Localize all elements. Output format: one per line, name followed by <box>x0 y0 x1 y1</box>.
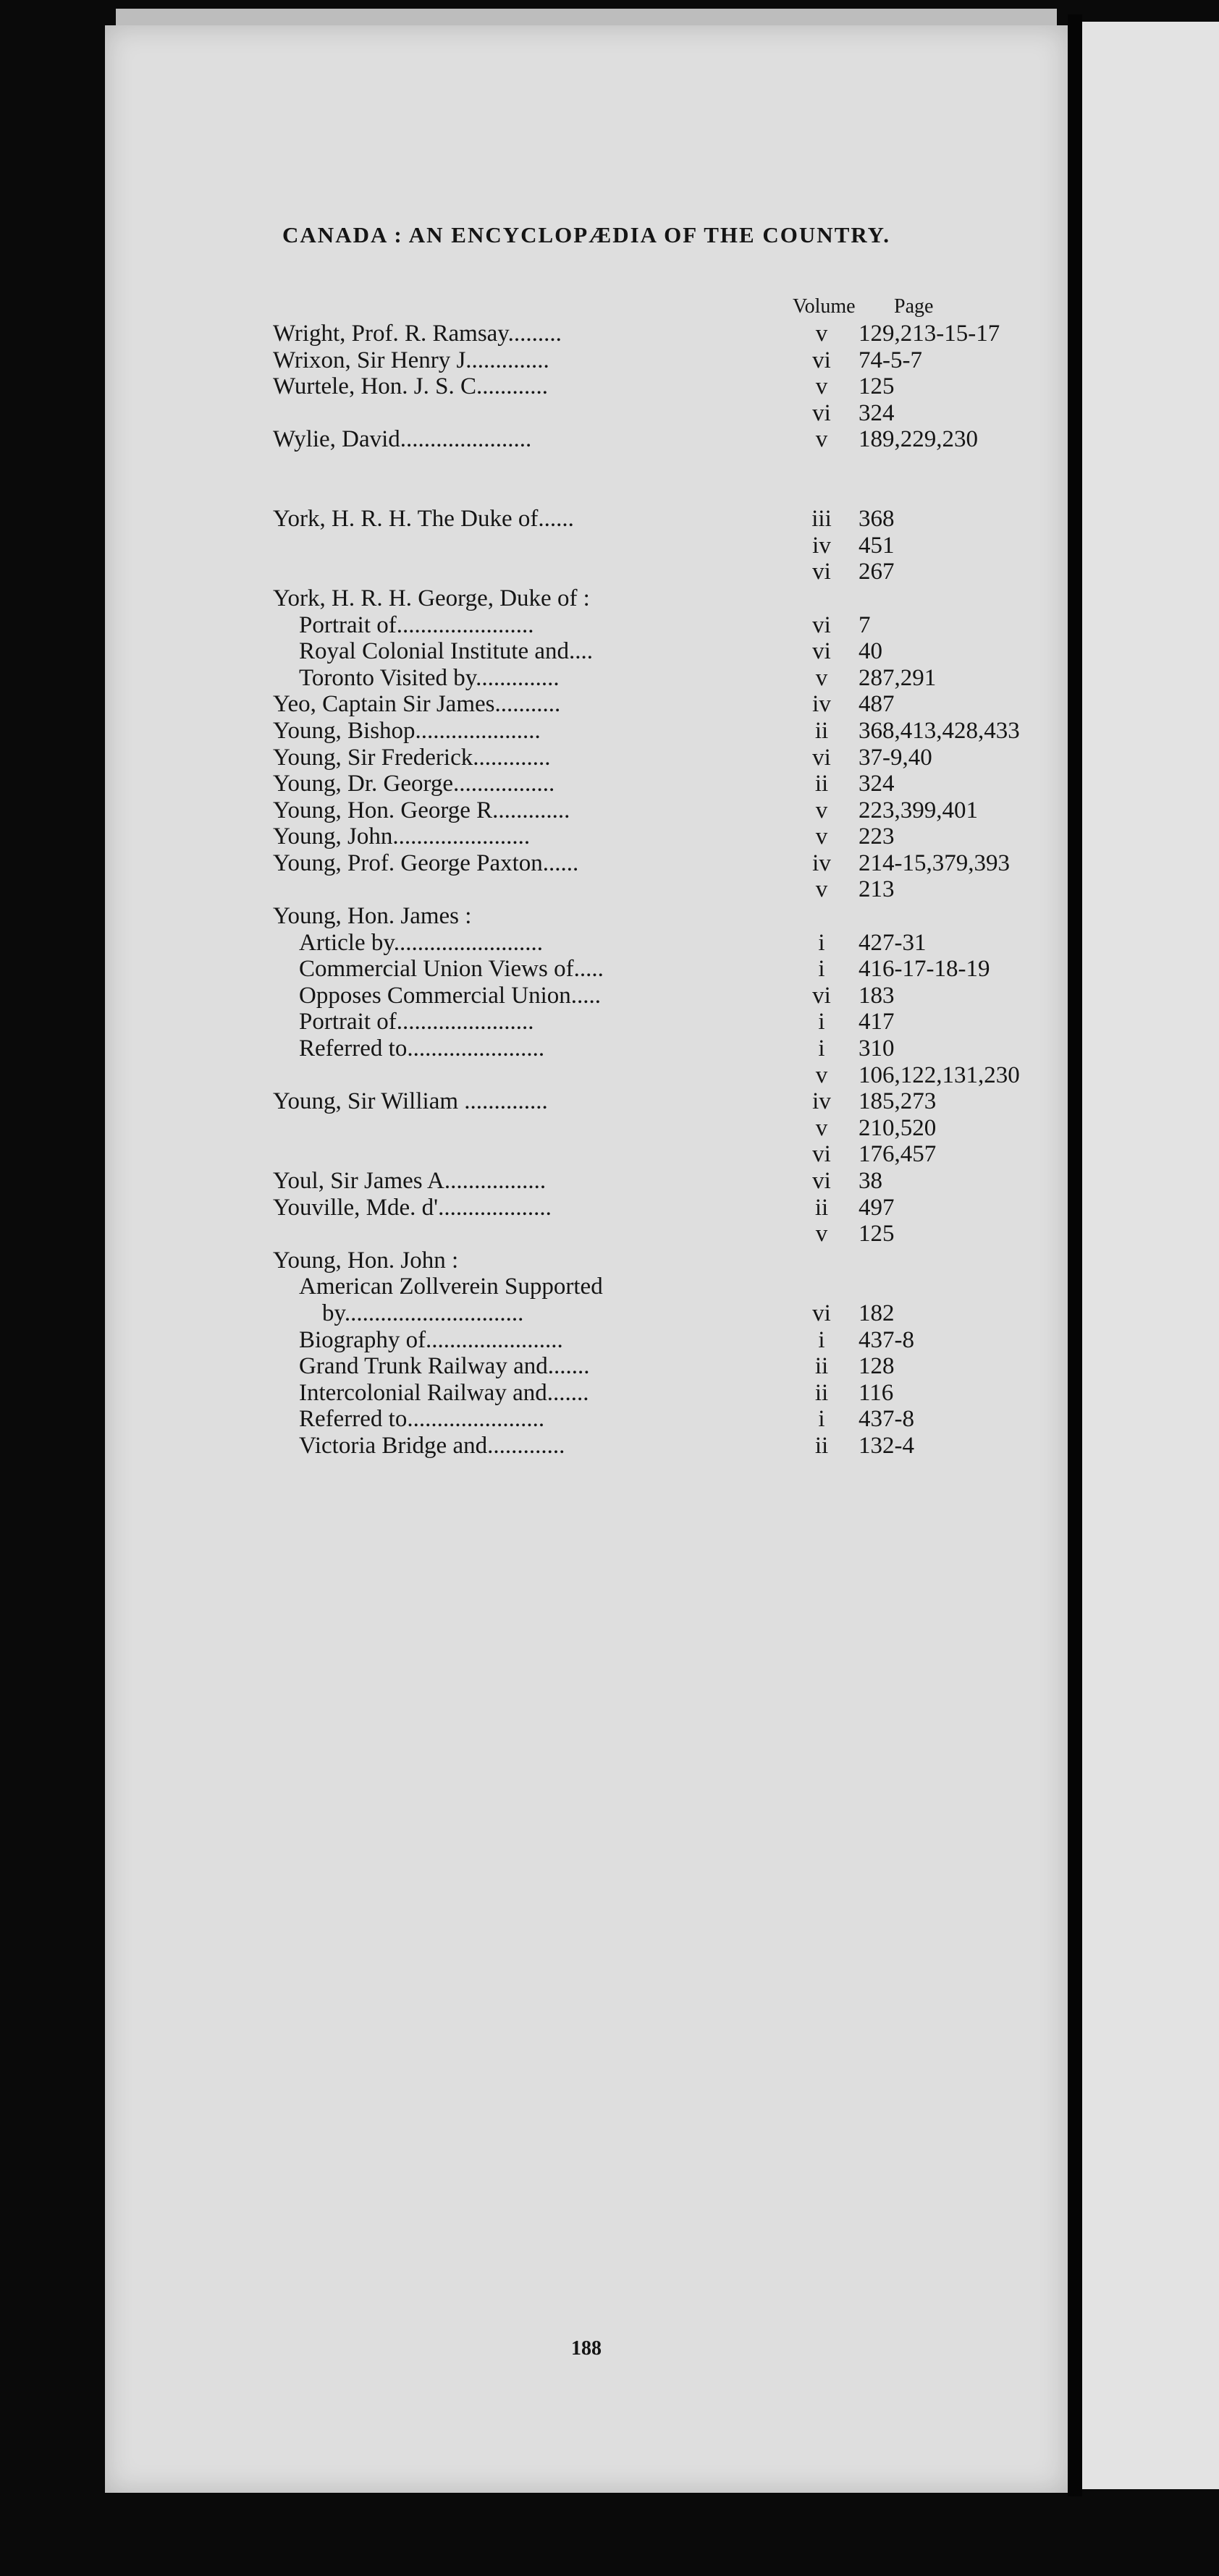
entry-volume: v <box>815 1221 828 1247</box>
index-entry <box>105 797 1068 824</box>
index-entry <box>105 480 1068 507</box>
entry-pages: 223 <box>859 823 895 850</box>
entry-name: Young, Sir Frederick............. <box>273 744 551 771</box>
entry-volume: v <box>815 876 828 903</box>
index-entry <box>105 771 1068 797</box>
entry-name: Yeo, Captain Sir James........... <box>273 691 561 718</box>
index-entry <box>105 1009 1068 1035</box>
index-entry <box>105 1247 1068 1274</box>
entry-name: Youville, Mde. d'................... <box>273 1194 552 1221</box>
entry-volume: i <box>818 1326 825 1353</box>
entry-pages: 116 <box>859 1379 894 1406</box>
entry-volume: iv <box>812 691 831 718</box>
entry-volume: ii <box>814 717 829 744</box>
entry-name: Referred to....................... <box>299 1035 545 1062</box>
entry-name: York, H. R. H. George, Duke of : <box>273 585 590 611</box>
entry-pages: 368,413,428,433 <box>859 717 1020 744</box>
entry-volume: ii <box>814 771 829 797</box>
entry-pages: 417 <box>859 1009 895 1035</box>
entry-name: Commercial Union Views of..... <box>299 956 604 983</box>
entry-pages: 324 <box>859 399 895 426</box>
entry-volume: v <box>815 426 828 453</box>
index-entry <box>105 1168 1068 1195</box>
index-entry <box>105 850 1068 877</box>
entry-volume: ii <box>814 1353 829 1380</box>
index-entry <box>105 1035 1068 1062</box>
index-entry <box>105 691 1068 718</box>
entry-name: Portrait of....................... <box>299 611 534 638</box>
index-entry <box>105 400 1068 427</box>
page-gutter <box>1068 14 1082 2496</box>
entry-name: Biography of....................... <box>299 1326 563 1353</box>
entry-pages: 451 <box>859 532 895 559</box>
index-entry <box>105 1353 1068 1380</box>
entry-volume: vi <box>812 1141 831 1168</box>
document-page <box>105 25 1068 2493</box>
volume-column-header: Volume <box>793 295 856 318</box>
entry-volume: v <box>815 321 828 347</box>
entry-pages: 182 <box>859 1300 895 1326</box>
entry-name: by.............................. <box>322 1300 524 1326</box>
index-entry <box>105 321 1068 347</box>
entry-pages: 38 <box>859 1168 882 1194</box>
entry-volume: ii <box>814 1379 829 1406</box>
entry-name: Wrixon, Sir Henry J.............. <box>273 347 549 373</box>
entry-volume: vi <box>812 399 831 426</box>
entry-name: Opposes Commercial Union..... <box>299 982 602 1009</box>
entry-name: Young, Hon. John : <box>273 1247 459 1274</box>
entry-pages: 106,122,131,230 <box>859 1062 1020 1088</box>
entry-pages: 287,291 <box>859 664 937 691</box>
entry-volume: ii <box>814 1432 829 1459</box>
entry-volume: v <box>815 373 828 400</box>
entry-pages: 176,457 <box>859 1141 937 1168</box>
entry-name: Intercolonial Railway and....... <box>299 1379 589 1406</box>
index-entry <box>105 638 1068 665</box>
index-entry <box>105 983 1068 1009</box>
page-column-header: Page <box>894 295 934 318</box>
entry-name: Young, Prof. George Paxton...... <box>273 850 579 876</box>
entry-pages: 487 <box>859 691 895 718</box>
entry-name: Wurtele, Hon. J. S. C............ <box>273 373 548 400</box>
index-entry <box>105 1141 1068 1168</box>
entry-pages: 310 <box>859 1035 895 1062</box>
entry-pages: 416-17-18-19 <box>859 956 990 983</box>
entry-volume: iii <box>811 506 832 533</box>
entry-name: Victoria Bridge and............. <box>299 1432 565 1459</box>
entry-pages: 125 <box>859 1221 895 1247</box>
entry-volume: vi <box>812 744 831 771</box>
index-entry <box>105 1195 1068 1221</box>
entry-name: Young, Dr. George................. <box>273 771 555 797</box>
index-entry <box>105 1327 1068 1354</box>
entry-pages: 7 <box>859 611 871 638</box>
entry-pages: 213 <box>859 876 895 903</box>
index-entry <box>105 665 1068 692</box>
entry-name: Young, Hon. James : <box>273 903 472 930</box>
entry-pages: 128 <box>859 1353 895 1380</box>
entry-pages: 185,273 <box>859 1088 937 1115</box>
entry-pages: 125 <box>859 373 895 400</box>
index-entry <box>105 1062 1068 1089</box>
index-entry <box>105 876 1068 903</box>
entry-pages: 37-9,40 <box>859 744 932 771</box>
entry-pages: 497 <box>859 1194 895 1221</box>
index-entry <box>105 930 1068 957</box>
entry-volume: v <box>815 797 828 823</box>
entry-name: Portrait of....................... <box>299 1009 534 1035</box>
entry-volume: vi <box>812 611 831 638</box>
index-entries <box>105 321 1068 1459</box>
index-entry <box>105 1380 1068 1407</box>
index-entry <box>105 559 1068 585</box>
entry-pages: 129,213-15-17 <box>859 321 1000 347</box>
index-entry <box>105 903 1068 930</box>
entry-volume: vi <box>812 559 831 585</box>
entry-name: Young, Bishop..................... <box>273 717 541 744</box>
entry-pages: 214-15,379,393 <box>859 850 1010 876</box>
entry-name: Wright, Prof. R. Ramsay......... <box>273 321 562 347</box>
entry-name: Referred to....................... <box>299 1406 545 1433</box>
index-entry <box>105 533 1068 559</box>
index-entry <box>105 373 1068 400</box>
entry-name: Grand Trunk Railway and....... <box>299 1353 590 1380</box>
entry-volume: v <box>815 664 828 691</box>
page-number: 188 <box>571 2337 602 2360</box>
index-entry <box>105 1221 1068 1247</box>
entry-volume: vi <box>812 347 831 373</box>
entry-pages: 40 <box>859 638 882 665</box>
running-header: CANADA : AN ENCYCLOPÆDIA OF THE COUNTRY. <box>282 222 890 247</box>
index-entry <box>105 1088 1068 1115</box>
entry-pages: 74-5-7 <box>859 347 922 373</box>
entry-name: Young, Hon. George R............. <box>273 797 570 823</box>
entry-volume: iv <box>812 850 831 876</box>
index-entry <box>105 1115 1068 1142</box>
entry-volume: ii <box>814 1194 829 1221</box>
entry-volume: vi <box>812 1168 831 1194</box>
entry-pages: 183 <box>859 982 895 1009</box>
index-entry <box>105 823 1068 850</box>
entry-name: Young, Sir William .............. <box>273 1088 548 1115</box>
entry-pages: 189,229,230 <box>859 426 978 453</box>
entry-name: Youl, Sir James A................. <box>273 1168 547 1194</box>
entry-pages: 368 <box>859 506 895 533</box>
entry-pages: 223,399,401 <box>859 797 978 823</box>
entry-volume: vi <box>812 638 831 665</box>
facing-page-edge <box>1082 22 1219 2489</box>
index-entry <box>105 426 1068 453</box>
index-entry <box>105 1433 1068 1459</box>
entry-volume: i <box>818 1009 825 1035</box>
entry-pages: 210,520 <box>859 1114 937 1141</box>
entry-volume: vi <box>812 982 831 1009</box>
entry-volume: i <box>818 1406 825 1433</box>
entry-pages: 267 <box>859 559 895 585</box>
entry-volume: i <box>818 956 825 983</box>
entry-volume: v <box>815 1114 828 1141</box>
entry-volume: i <box>818 929 825 956</box>
index-entry <box>105 1406 1068 1433</box>
entry-volume: iv <box>812 532 831 559</box>
entry-name: Article by......................... <box>299 929 543 956</box>
index-entry <box>105 745 1068 771</box>
index-entry <box>105 1300 1068 1327</box>
index-entry <box>105 1274 1068 1300</box>
entry-name: York, H. R. H. The Duke of...... <box>273 506 574 533</box>
entry-pages: 324 <box>859 771 895 797</box>
entry-name: Toronto Visited by.............. <box>299 664 560 691</box>
index-entry <box>105 956 1068 983</box>
entry-name: American Zollverein Supported <box>299 1274 603 1300</box>
entry-pages: 132-4 <box>859 1432 914 1459</box>
index-entry <box>105 585 1068 612</box>
index-entry <box>105 612 1068 639</box>
entry-volume: vi <box>812 1300 831 1326</box>
index-entry <box>105 453 1068 480</box>
entry-volume: iv <box>812 1088 831 1115</box>
entry-volume: v <box>815 1062 828 1088</box>
entry-pages: 437-8 <box>859 1326 914 1353</box>
entry-name: Wylie, David...................... <box>273 426 532 453</box>
index-entry <box>105 718 1068 745</box>
entry-pages: 427-31 <box>859 929 927 956</box>
entry-pages: 437-8 <box>859 1406 914 1433</box>
index-entry <box>105 347 1068 374</box>
entry-name: Young, John....................... <box>273 823 531 850</box>
index-entry <box>105 506 1068 533</box>
entry-volume: i <box>818 1035 825 1062</box>
entry-name: Royal Colonial Institute and.... <box>299 638 594 665</box>
entry-volume: v <box>815 823 828 850</box>
